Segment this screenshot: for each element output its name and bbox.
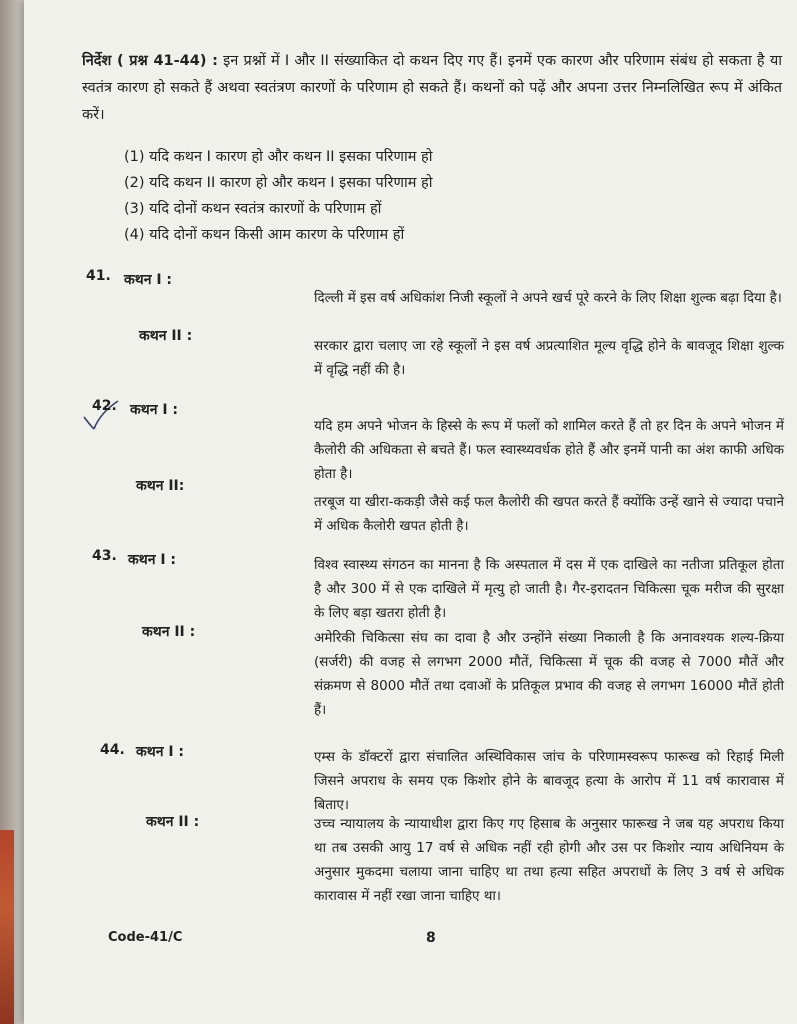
q44-statement2: उच्च न्यायालय के न्यायाधीश द्वारा किए गए हिसाब के अनुसार फारूख ने जब यह अपराध किया था तब उसकी आयु 17 वर्ष से अधिक नहीं रही होगी और उस पर किशोर न्याय अधिनियम के अनुसार मुकदमा चलाया जाना चाहिए था तथा हत्या सहित अपराधों के लिए 3 वर्ष से अधिक कारावास में नहीं रखा जाना चाहिए था।: [314, 816, 784, 904]
q42-statement2: तरबूज या खीरा-ककड़ी जैसे कई फल कैलोरी की खपत करते हैं क्योंकि उन्हें खाने से ज्यादा पचाने में अधिक कैलोरी खपत होती है।: [314, 494, 784, 534]
paper-code: Code-41/C: [108, 930, 183, 945]
q42-statement1: यदि हम अपने भोजन के हिस्से के रूप में फलों को शामिल करते हैं तो हर दिन के अपने भोजन में कैलोरी की अधिकता से बचते हैं। फल स्वास्थ्यवर्धक होते हैं और इनमें पानी का अंश काफी अधिक होता है।: [314, 418, 784, 482]
option-1: (1) यदि कथन I कारण हो और कथन II इसका परिणाम हो: [124, 149, 433, 165]
option-3: (3) यदि दोनों कथन स्वतंत्र कारणों के परिणाम हों: [124, 201, 382, 217]
binding-edge: [0, 830, 14, 1024]
q43-statement2: अमेरिकी चिकित्सा संघ का दावा है और उन्होंने संख्या निकाली है कि अनावश्यक शल्य-क्रिया (सर्जरी) की वजह से लगभग 2000 मौतें, चिकित्सा में चूक की वजह से 7000 मौतें और संक्रमण से 8000 मौतें तथा दवाओं के प्रतिकूल प्रभाव की वजह से लगभग 16000 मौतें होती हैं।: [314, 630, 784, 718]
directions-block: [82, 48, 782, 129]
q41-statement1-label: कथन I :: [124, 272, 173, 288]
q41-statement2-label: कथन II :: [139, 328, 193, 344]
q43-statement1-label: कथन I :: [128, 552, 177, 568]
q41-statement1: दिल्ली में इस वर्ष अधिकांश निजी स्कूलों ने अपने खर्च पूरे करने के लिए शिक्षा शुल्क बढ़ा दिया है।: [314, 290, 782, 306]
option-2: (2) यदि कथन II कारण हो और कथन I इसका परिणाम हो: [124, 175, 433, 191]
q44-statement1-label: कथन I :: [136, 744, 185, 760]
q42-statement2-label: कथन II:: [136, 478, 185, 494]
q43-statement1: विश्व स्वास्थ्य संगठन का मानना है कि अस्पताल में दस में एक दाखिले का नतीजा प्रतिकूल होता है और 300 में से एक दाखिले में मृत्यु हो जाती है। गैर-इरादतन चिकित्सा चूक मरीज की सुरक्षा के लिए बड़ा खतरा होती है।: [314, 557, 784, 621]
directions-text: इन प्रश्नों में I और II संख्याकित दो कथन दिए गए हैं। इनमें एक कारण और परिणाम संबंध हो सकता है या स्वतंत्र कारण हो सकते हैं अथवा स्वतंत्रण कारणों के परिणाम हो सकते हैं। कथनों को पढ़ें और अपना उत्तर निम्नलिखित रूप में अंकित करें।: [82, 53, 783, 123]
q42-statement1-label: कथन I :: [130, 402, 179, 418]
q44-statement2-label: कथन II :: [146, 814, 200, 830]
q43-statement2-label: कथन II :: [142, 624, 196, 640]
page-number: 8: [426, 930, 436, 946]
exam-page: [24, 0, 797, 1024]
q44-statement1: एम्स के डॉक्टरों द्वारा संचालित अस्थिविकास जांच के परिणामस्वरूप फारूख को रिहाई मिली जिसने अपराध के समय एक किशोर होने के बावजूद हत्या के आरोप में 11 वर्ष कारावास में बिताए।: [314, 749, 784, 813]
question-number-44: 44.: [100, 742, 125, 758]
question-number-43: 43.: [92, 548, 117, 564]
q41-statement2: सरकार द्वारा चलाए जा रहे स्कूलों ने इस वर्ष अप्रत्याशित मूल्य वृद्धि होने के बावजूद शिक्षा शुल्क में वृद्धि नहीं की है।: [314, 338, 784, 378]
question-number-41: 41.: [86, 268, 111, 284]
directions-lead: निर्देश ( प्रश्न 41-44) :: [82, 53, 218, 69]
question-number-42: 42.: [92, 398, 117, 414]
option-4: (4) यदि दोनों कथन किसी आम कारण के परिणाम हों: [124, 227, 405, 243]
